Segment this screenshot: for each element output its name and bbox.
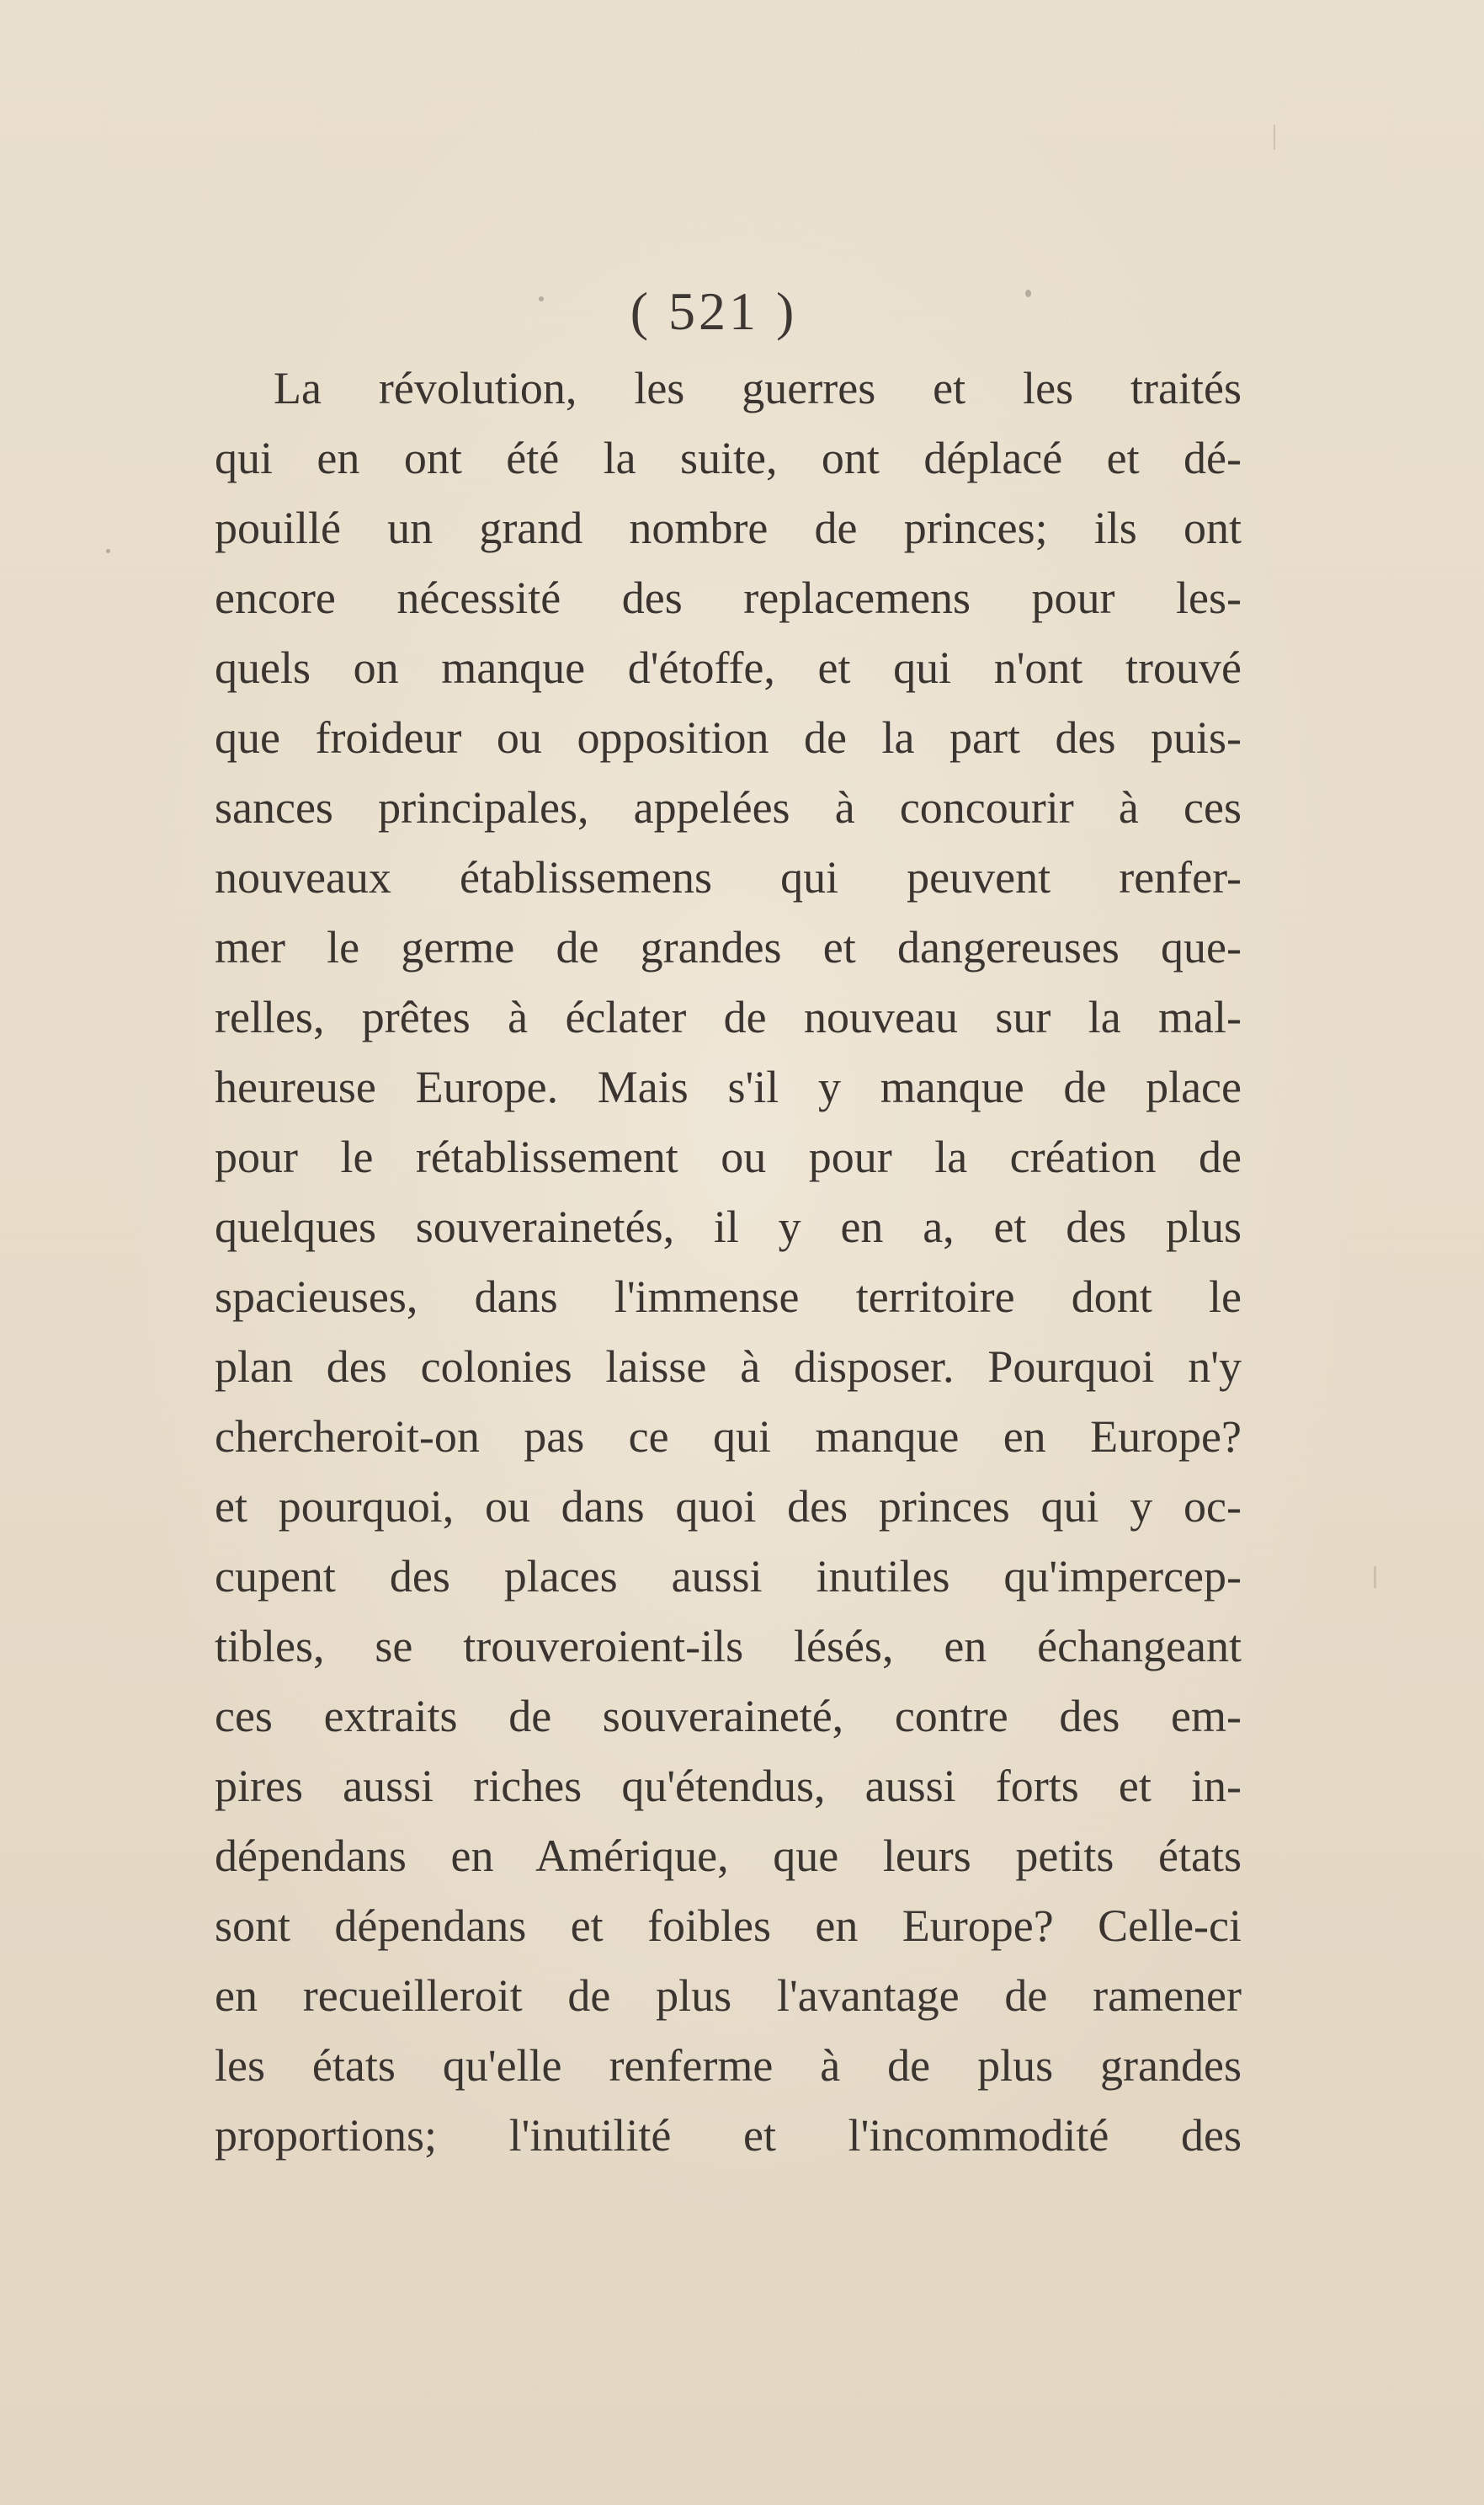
text-line: pires aussi riches qu'étendus, aussi forts et in- bbox=[215, 1761, 1242, 1811]
text-line: sont dépendans et foibles en Europe? Celle-ci bbox=[215, 1900, 1242, 1951]
page-number: ( 521 ) bbox=[630, 281, 798, 341]
text-line: nouveaux établissemens qui peuvent renfer- bbox=[215, 852, 1242, 903]
text-line: pour le rétablissement ou pour la création de bbox=[215, 1132, 1242, 1182]
text-line: quelques souverainetés, il y en a, et des plus bbox=[215, 1202, 1242, 1252]
text-line: mer le germe de grandes et dangereuses que- bbox=[215, 922, 1242, 973]
text-line: et pourquoi, ou dans quoi des princes qui y oc- bbox=[215, 1481, 1242, 1532]
paper-scratch bbox=[1374, 1566, 1376, 1588]
text-line: pouillé un grand nombre de princes; ils ont bbox=[215, 503, 1242, 553]
text-line: tibles, se trouveroient-ils lésés, en échangeant bbox=[215, 1621, 1242, 1671]
text-line: plan des colonies laisse à disposer. Pourquoi n'y bbox=[215, 1341, 1242, 1392]
text-line: cupent des places aussi inutiles qu'impercep- bbox=[215, 1551, 1242, 1602]
text-line: heureuse Europe. Mais s'il y manque de place bbox=[215, 1062, 1242, 1112]
text-line: qui en ont été la suite, ont déplacé et dé- bbox=[215, 433, 1242, 483]
text-line: quels on manque d'étoffe, et qui n'ont trouvé bbox=[215, 642, 1242, 693]
ink-speck bbox=[106, 549, 110, 553]
text-line: dépendans en Amérique, que leurs petits états bbox=[215, 1831, 1242, 1881]
ink-speck bbox=[539, 296, 544, 301]
ink-speck bbox=[1025, 290, 1031, 297]
text-line: proportions; l'inutilité et l'incommodité des bbox=[215, 2110, 1242, 2161]
paper-scratch bbox=[1274, 125, 1275, 150]
text-line: en recueilleroit de plus l'avantage de ramener bbox=[215, 1970, 1242, 2021]
text-line: sances principales, appelées à concourir à ces bbox=[215, 782, 1242, 833]
text-line: encore nécessité des replacemens pour les- bbox=[215, 573, 1242, 623]
text-line: relles, prêtes à éclater de nouveau sur la mal- bbox=[215, 992, 1242, 1042]
text-line: chercheroit-on pas ce qui manque en Europe? bbox=[215, 1411, 1242, 1462]
text-line: La révolution, les guerres et les traités bbox=[274, 363, 1242, 413]
text-line: que froideur ou opposition de la part des puis- bbox=[215, 712, 1242, 763]
text-line: spacieuses, dans l'immense territoire dont le bbox=[215, 1271, 1242, 1322]
text-line: les états qu'elle renferme à de plus grandes bbox=[215, 2040, 1242, 2091]
text-line: ces extraits de souveraineté, contre des em- bbox=[215, 1691, 1242, 1741]
